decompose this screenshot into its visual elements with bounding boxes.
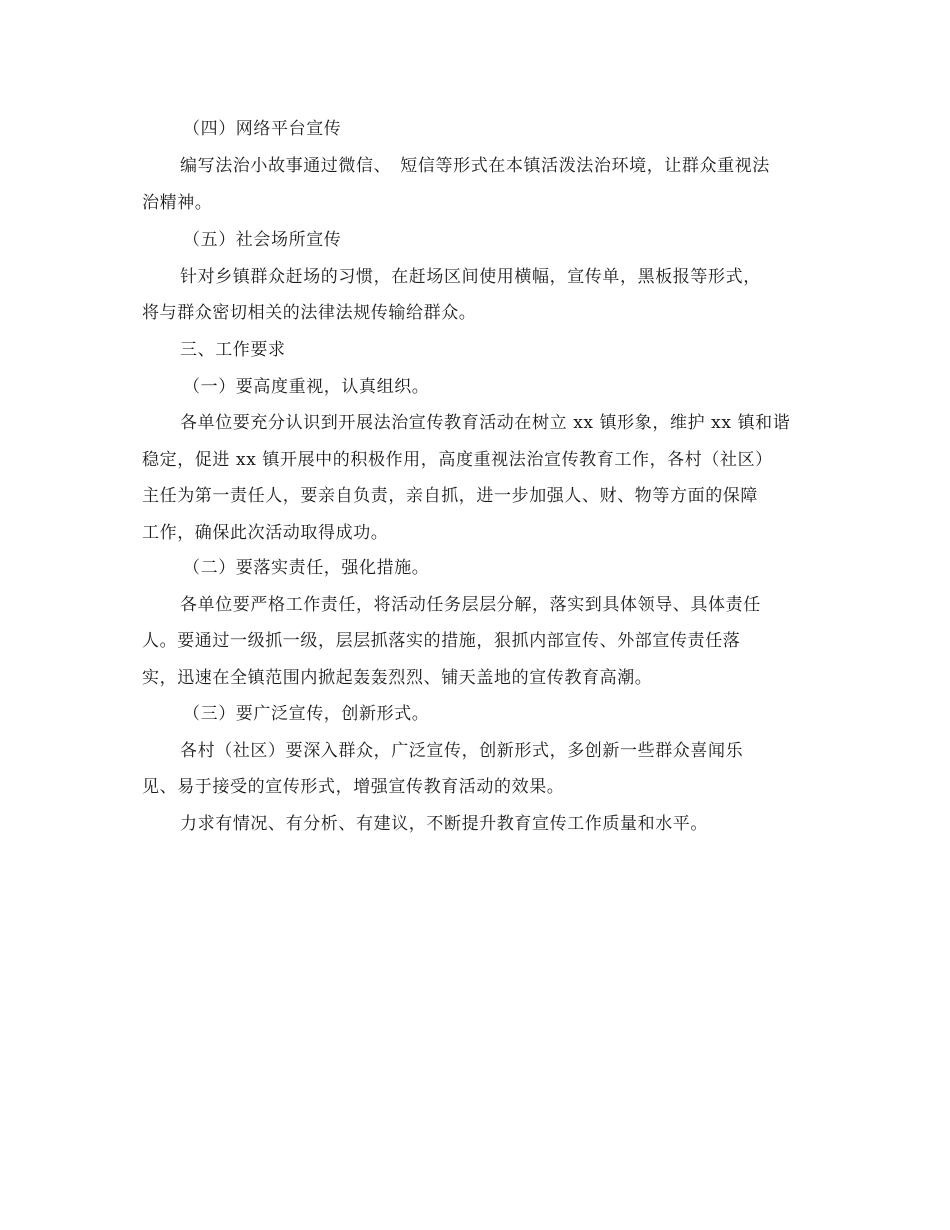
paragraph-line: 稳定，促进 xx 镇开展中的积极作用，高度重视法治宣传教育工作，各村（社区） xyxy=(142,450,773,470)
subheading-responsibility: （二）要落实责任，强化措施。 xyxy=(183,558,430,578)
paragraph-line: 编写法治小故事通过微信、 短信等形式在本镇活泼法治环境，让群众重视法 xyxy=(180,156,770,176)
paragraph-line: 各单位要充分认识到开展法治宣传教育活动在树立 xx 镇形象，维护 xx 镇和谐 xyxy=(180,413,791,433)
paragraph-line: 人。要通过一级抓一级，层层抓落实的措施，狠抓内部宣传、外部宣传责任落 xyxy=(142,631,741,651)
paragraph-line: 见、易于接受的宣传形式，增强宣传教育活动的效果。 xyxy=(142,777,565,797)
heading-network-platform: （四）网络平台宣传 xyxy=(183,119,342,139)
paragraph-line: 主任为第一责任人，要亲自负责，亲自抓，进一步加强人、财、物等方面的保障 xyxy=(142,486,758,506)
heading-social-venues: （五）社会场所宣传 xyxy=(183,230,342,250)
subheading-broad-publicity: （三）要广泛宣传，创新形式。 xyxy=(183,704,430,724)
paragraph-line: 工作，确保此次活动取得成功。 xyxy=(142,523,389,543)
paragraph-line: 针对乡镇群众赶场的习惯，在赶场区间使用横幅，宣传单，黑板报等形式， xyxy=(180,267,761,287)
paragraph-line: 实，迅速在全镇范围内掀起轰轰烈烈、铺天盖地的宣传教育高潮。 xyxy=(142,668,653,688)
paragraph-line: 各单位要严格工作责任，将活动任务层层分解，落实到具体领导、具体责任 xyxy=(180,595,761,615)
subheading-high-priority: （一）要高度重视，认真组织。 xyxy=(183,377,430,397)
paragraph-line: 力求有情况、有分析、有建议，不断提升教育宣传工作质量和水平。 xyxy=(180,814,708,834)
section-heading-work-requirements: 三、工作要求 xyxy=(180,340,286,360)
paragraph-line: 将与群众密切相关的法律法规传输给群众。 xyxy=(142,303,477,323)
paragraph-line: 治精神。 xyxy=(142,193,213,213)
paragraph-line: 各村（社区）要深入群众，广泛宣传，创新形式，多创新一些群众喜闻乐 xyxy=(180,741,744,761)
